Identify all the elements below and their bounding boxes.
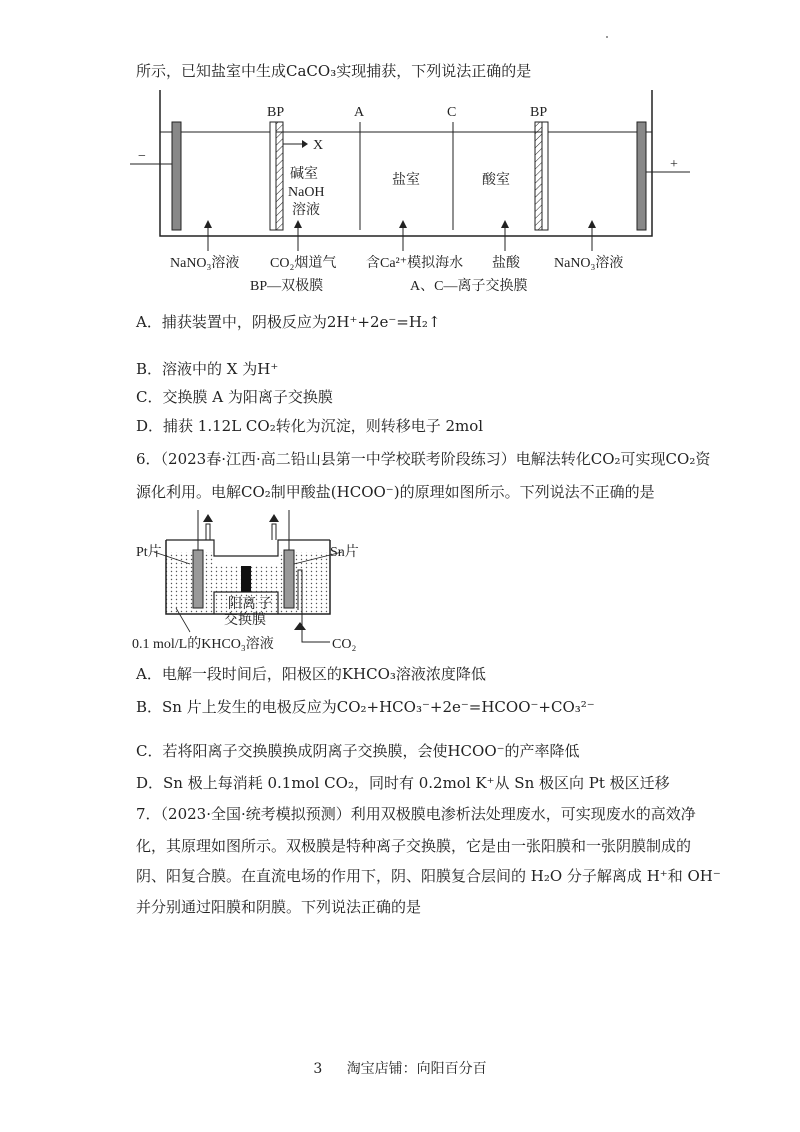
co2-electrolysis-cell-diagram [130, 510, 390, 660]
label-c: C [447, 105, 457, 120]
q5-option-a: A．捕获装置中，阴极反应为2H⁺+2e⁻=H₂↑ [136, 313, 441, 331]
sn-label: Sn片 [330, 545, 359, 560]
q6-option-b: B．Sn 片上发生的电极反应为CO₂+HCO₃⁻+2e⁻=HCOO⁻+CO₃²⁻ [136, 698, 595, 716]
cation-exchange-membrane [241, 566, 251, 592]
pt-electrode [193, 550, 203, 608]
label-x: X [313, 138, 324, 153]
co2-inlet-label: CO₂ [332, 637, 357, 652]
q6-option-d: D．Sn 极上每消耗 0.1mol CO₂，同时有 0.2mol K⁺从 Sn 极区向 Pt 极区迁移 [136, 774, 670, 792]
q7-stem-line1: 7．（2023·全国·统考模拟预测）利用双极膜电渗析法处理废水，可实现废水的高效净 [136, 805, 696, 823]
membrane-label-2: 子 [258, 597, 272, 612]
label-bp-right: BP [530, 105, 548, 120]
q7-stem-line3: 阴、阳复合膜。在直流电场的作用下，阴、阳膜复合层间的 H₂O 分子解离成 H⁺和 OH⁻ [136, 867, 721, 885]
membrane-label-1: 阳离 [228, 597, 256, 612]
q5-option-b: B．溶液中的 X 为H⁺ [136, 360, 279, 378]
q6-option-a: A．电解一段时间后，阳极区的KHCO₃溶液浓度降低 [136, 665, 486, 683]
sn-electrode [284, 550, 294, 608]
alkali-room-solution: 溶液 [292, 203, 320, 218]
anode-sign: + [670, 157, 678, 172]
input-co2-flue-gas: CO₂烟道气 [270, 256, 337, 271]
q6-stem-line1: 6．（2023春·江西·高二铅山县第一中学校联考阶段练习）电解法转化CO₂可实现CO₂资 [136, 450, 711, 468]
alkali-room-label: 碱室 [290, 167, 318, 182]
page-number: 3 [313, 1061, 323, 1077]
label-bp-left: BP [267, 105, 285, 120]
label-a: A [354, 105, 365, 120]
q5-option-c: C．交换膜 A 为阳离子交换膜 [136, 388, 333, 406]
bipolar-membrane-right [535, 122, 542, 230]
q5-option-d: D．捕获 1.12L CO₂转化为沉淀，则转移电子 2mol [136, 417, 484, 435]
input-nano3-right: NaNO₃溶液 [554, 256, 624, 271]
input-nano3-left: NaNO₃溶液 [170, 256, 240, 271]
q7-stem-line4: 并分别通过阳膜和阴膜。下列说法正确的是 [136, 898, 422, 916]
membrane-label-3: 交换膜 [224, 613, 266, 628]
salt-room-label: 盐室 [392, 173, 420, 188]
cathode-electrode [172, 122, 181, 230]
legend-ac: A、C—离子交换膜 [410, 279, 528, 294]
legend-bp: BP—双极膜 [250, 279, 324, 294]
q7-stem-line2: 化，其原理如图所示。双极膜是特种离子交换膜，它是由一张阳膜和一张阴膜制成的 [136, 837, 692, 855]
cathode-sign: − [138, 149, 146, 164]
anode-electrode [637, 122, 646, 230]
question-5-intro: 所示，已知盐室中生成CaCO₃实现捕获，下列说法正确的是 [136, 62, 532, 80]
electrolyte-label: 0.1 mol/L的KHCO₃溶液 [132, 637, 274, 652]
input-seawater: 含Ca²⁺模拟海水 [366, 256, 464, 271]
q6-stem-line2: 源化利用。电解CO₂制甲酸盐(HCOO⁻)的原理如图所示。下列说法不正确的是 [136, 483, 655, 501]
electrolysis-capture-diagram [130, 86, 690, 296]
scan-dot [606, 36, 608, 38]
pt-label: Pt片 [136, 545, 162, 560]
alkali-room-naoh: NaOH [288, 185, 325, 200]
shop-name: 淘宝店铺：向阳百分百 [346, 1061, 487, 1077]
acid-room-label: 酸室 [482, 173, 510, 188]
bipolar-membrane-left [270, 122, 276, 230]
page-footer [0, 1058, 800, 1078]
q6-option-c: C．若将阳离子交换膜换成阴离子交换膜，会使HCOO⁻的产率降低 [136, 742, 580, 760]
input-hcl: 盐酸 [492, 256, 520, 271]
